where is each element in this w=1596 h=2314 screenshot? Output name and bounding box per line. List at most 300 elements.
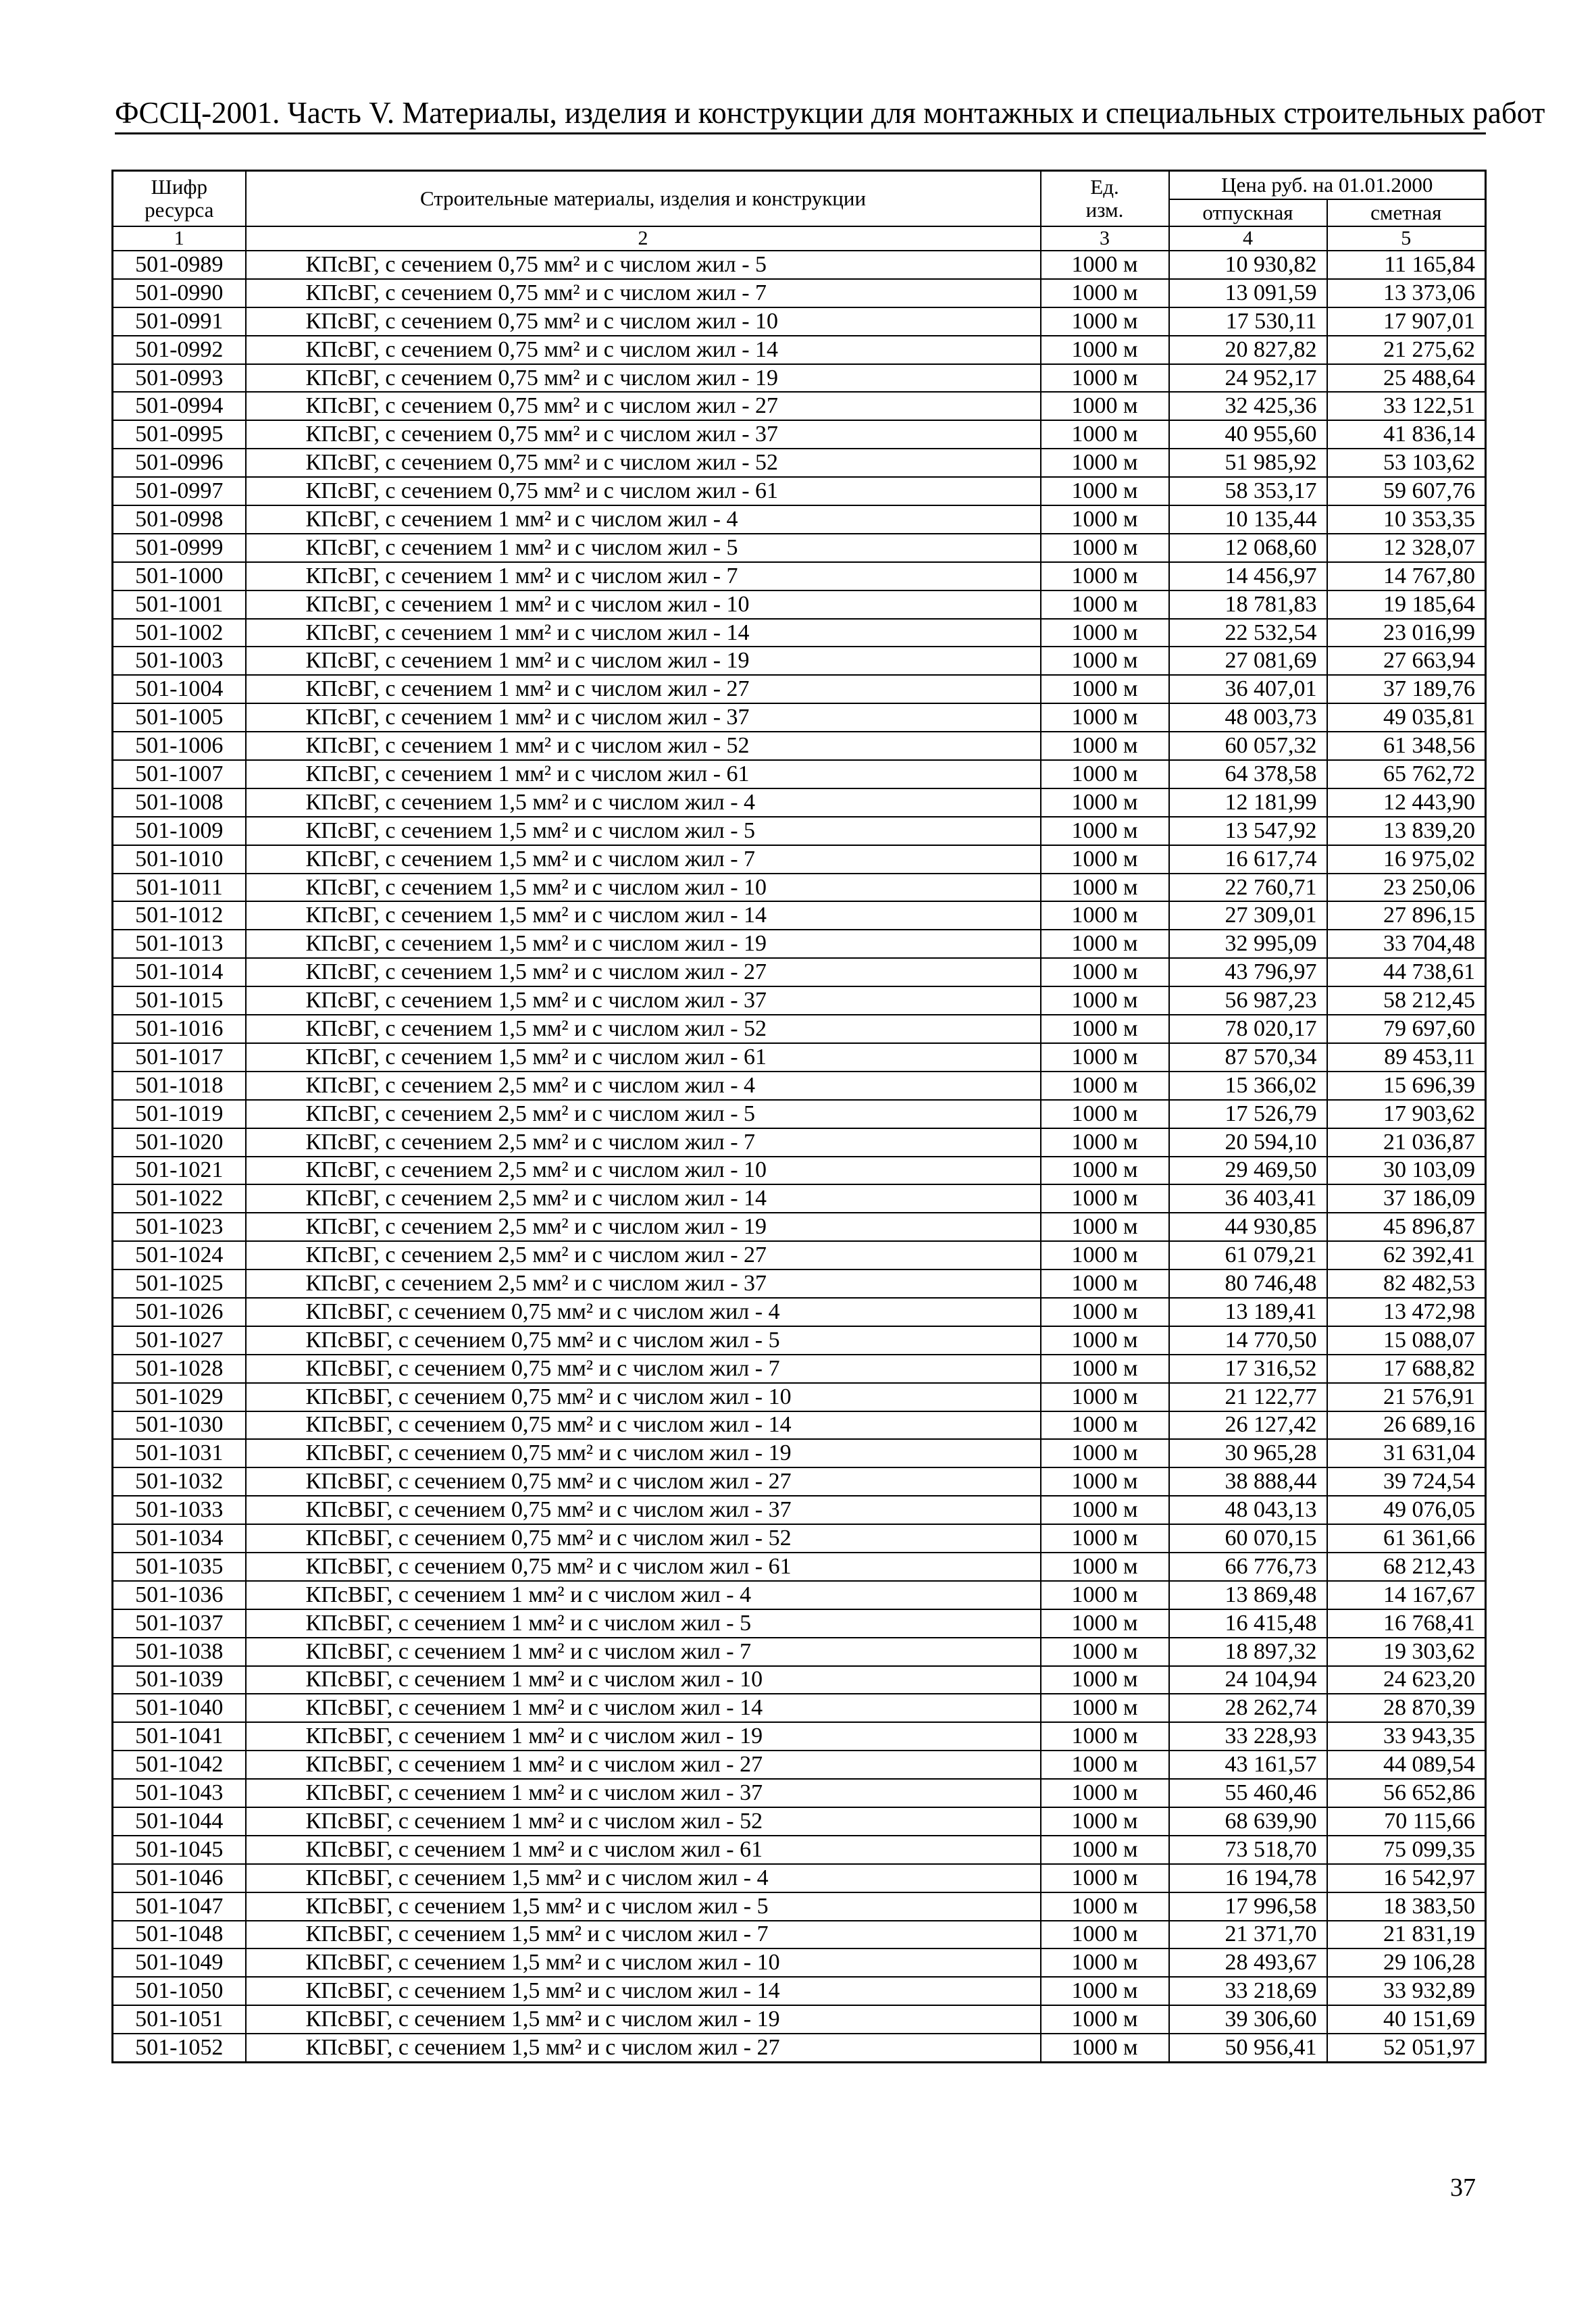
cell-unit: 1000 м: [1041, 562, 1169, 590]
table-row: [113, 477, 1486, 505]
cell-name: КПсВГ, с сечением 1 мм² и с числом жил - 37: [246, 703, 1041, 732]
table-row: [113, 336, 1486, 364]
cell-code: 501-1011: [113, 874, 246, 902]
cell-code: 501-1007: [113, 760, 246, 788]
cell-unit: 1000 м: [1041, 817, 1169, 845]
cell-unit: 1000 м: [1041, 1383, 1169, 1411]
cell-name: КПсВГ, с сечением 2,5 мм² и с числом жил - 7: [246, 1128, 1041, 1157]
column-number-1: 1: [113, 226, 246, 251]
cell-release: 80 746,48: [1169, 1269, 1327, 1298]
table-body: [113, 251, 1486, 2063]
cell-release: 43 161,57: [1169, 1751, 1327, 1779]
cell-unit: 1000 м: [1041, 874, 1169, 902]
cell-name: КПсВГ, с сечением 1,5 мм² и с числом жил - 7: [246, 845, 1041, 874]
cell-name: КПсВБГ, с сечением 1,5 мм² и с числом жил - 7: [246, 1921, 1041, 1949]
cell-code: 501-1042: [113, 1751, 246, 1779]
cell-estimate: 14 767,80: [1327, 562, 1486, 590]
cell-name: КПсВГ, с сечением 1 мм² и с числом жил - 7: [246, 562, 1041, 590]
cell-name: КПсВБГ, с сечением 1 мм² и с числом жил - 37: [246, 1779, 1041, 1807]
cell-unit: 1000 м: [1041, 647, 1169, 675]
cell-release: 20 594,10: [1169, 1128, 1327, 1157]
cell-release: 48 043,13: [1169, 1496, 1327, 1524]
cell-release: 33 218,69: [1169, 1977, 1327, 2005]
cell-unit: 1000 м: [1041, 1892, 1169, 1921]
table-row: [113, 1128, 1486, 1157]
cell-name: КПсВБГ, с сечением 1 мм² и с числом жил - 52: [246, 1807, 1041, 1836]
cell-estimate: 75 099,35: [1327, 1836, 1486, 1864]
column-header-code: [113, 171, 246, 227]
cell-code: 501-1030: [113, 1411, 246, 1440]
cell-name: КПсВГ, с сечением 2,5 мм² и с числом жил - 10: [246, 1157, 1041, 1185]
cell-name: КПсВГ, с сечением 1 мм² и с числом жил - 4: [246, 505, 1041, 534]
cell-name: КПсВБГ, с сечением 0,75 мм² и с числом жил - 10: [246, 1383, 1041, 1411]
cell-estimate: 12 443,90: [1327, 788, 1486, 817]
cell-unit: 1000 м: [1041, 1948, 1169, 1977]
cell-unit: 1000 м: [1041, 1553, 1169, 1581]
table-row: [113, 1892, 1486, 1921]
cell-code: 501-1045: [113, 1836, 246, 1864]
table-row: [113, 732, 1486, 760]
cell-unit: 1000 м: [1041, 930, 1169, 958]
cell-unit: 1000 м: [1041, 1864, 1169, 1892]
table-row: [113, 2034, 1486, 2062]
cell-name: КПсВБГ, с сечением 1,5 мм² и с числом жил - 5: [246, 1892, 1041, 1921]
cell-estimate: 44 089,54: [1327, 1751, 1486, 1779]
cell-release: 68 639,90: [1169, 1807, 1327, 1836]
cell-code: 501-1022: [113, 1184, 246, 1213]
cell-unit: 1000 м: [1041, 760, 1169, 788]
cell-release: 21 371,70: [1169, 1921, 1327, 1949]
cell-name: КПсВГ, с сечением 1,5 мм² и с числом жил - 37: [246, 986, 1041, 1015]
cell-estimate: 44 738,61: [1327, 958, 1486, 986]
cell-code: 501-0990: [113, 279, 246, 307]
cell-name: КПсВБГ, с сечением 1 мм² и с числом жил - 4: [246, 1581, 1041, 1609]
cell-unit: 1000 м: [1041, 675, 1169, 703]
cell-unit: 1000 м: [1041, 1355, 1169, 1383]
cell-estimate: 16 975,02: [1327, 845, 1486, 874]
table-row: [113, 760, 1486, 788]
table-row: [113, 1694, 1486, 1722]
cell-estimate: 15 696,39: [1327, 1072, 1486, 1100]
cell-code: 501-1039: [113, 1666, 246, 1694]
cell-name: КПсВГ, с сечением 1,5 мм² и с числом жил - 10: [246, 874, 1041, 902]
cell-code: 501-1037: [113, 1609, 246, 1638]
cell-estimate: 30 103,09: [1327, 1157, 1486, 1185]
cell-code: 501-1014: [113, 958, 246, 986]
table-row: [113, 1807, 1486, 1836]
cell-code: 501-1044: [113, 1807, 246, 1836]
cell-unit: 1000 м: [1041, 1298, 1169, 1326]
cell-code: 501-1034: [113, 1524, 246, 1553]
cell-release: 60 057,32: [1169, 732, 1327, 760]
cell-name: КПсВГ, с сечением 2,5 мм² и с числом жил - 27: [246, 1241, 1041, 1269]
cell-code: 501-1004: [113, 675, 246, 703]
cell-name: КПсВБГ, с сечением 0,75 мм² и с числом жил - 19: [246, 1439, 1041, 1467]
cell-release: 13 547,92: [1169, 817, 1327, 845]
cell-name: КПсВБГ, с сечением 1 мм² и с числом жил - 61: [246, 1836, 1041, 1864]
cell-release: 39 306,60: [1169, 2005, 1327, 2034]
cell-unit: 1000 м: [1041, 1581, 1169, 1609]
table-row: [113, 2005, 1486, 2034]
column-header-unit-line2: изм.: [1085, 198, 1124, 222]
page-header-title: ФССЦ-2001. Часть V. Материалы, изделия и конструкции для монтажных и специальных строительных работ: [115, 96, 1545, 130]
cell-release: 13 869,48: [1169, 1581, 1327, 1609]
cell-estimate: 45 896,87: [1327, 1213, 1486, 1241]
cell-estimate: 40 151,69: [1327, 2005, 1486, 2034]
table-row: [113, 1779, 1486, 1807]
cell-unit: 1000 м: [1041, 1524, 1169, 1553]
cell-code: 501-1012: [113, 901, 246, 930]
cell-estimate: 39 724,54: [1327, 1467, 1486, 1496]
cell-release: 28 262,74: [1169, 1694, 1327, 1722]
cell-code: 501-1003: [113, 647, 246, 675]
table-row: [113, 647, 1486, 675]
cell-release: 64 378,58: [1169, 760, 1327, 788]
cell-release: 29 469,50: [1169, 1157, 1327, 1185]
cell-name: КПсВБГ, с сечением 0,75 мм² и с числом жил - 52: [246, 1524, 1041, 1553]
cell-code: 501-0997: [113, 477, 246, 505]
cell-estimate: 27 663,94: [1327, 647, 1486, 675]
table-row: [113, 958, 1486, 986]
cell-name: КПсВГ, с сечением 0,75 мм² и с числом жил - 14: [246, 336, 1041, 364]
table-row: [113, 901, 1486, 930]
cell-estimate: 70 115,66: [1327, 1807, 1486, 1836]
cell-code: 501-1028: [113, 1355, 246, 1383]
cell-unit: 1000 м: [1041, 1072, 1169, 1100]
cell-unit: 1000 м: [1041, 1722, 1169, 1751]
table-row: [113, 1015, 1486, 1043]
cell-name: КПсВГ, с сечением 0,75 мм² и с числом жил - 61: [246, 477, 1041, 505]
cell-release: 17 530,11: [1169, 307, 1327, 336]
cell-release: 10 930,82: [1169, 251, 1327, 279]
cell-code: 501-0996: [113, 449, 246, 477]
cell-release: 16 617,74: [1169, 845, 1327, 874]
cell-unit: 1000 м: [1041, 1496, 1169, 1524]
table-row: [113, 930, 1486, 958]
column-number-5: 5: [1327, 226, 1486, 251]
table-row: [113, 449, 1486, 477]
cell-unit: 1000 м: [1041, 703, 1169, 732]
cell-release: 10 135,44: [1169, 505, 1327, 534]
cell-release: 32 425,36: [1169, 392, 1327, 420]
cell-estimate: 61 361,66: [1327, 1524, 1486, 1553]
cell-estimate: 53 103,62: [1327, 449, 1486, 477]
cell-unit: 1000 м: [1041, 1439, 1169, 1467]
cell-release: 78 020,17: [1169, 1015, 1327, 1043]
table-header: [113, 171, 1486, 251]
cell-release: 36 407,01: [1169, 675, 1327, 703]
cell-estimate: 59 607,76: [1327, 477, 1486, 505]
table-row: [113, 590, 1486, 619]
table-row: [113, 1751, 1486, 1779]
table-row: [113, 1213, 1486, 1241]
cell-estimate: 28 870,39: [1327, 1694, 1486, 1722]
cell-code: 501-1001: [113, 590, 246, 619]
cell-unit: 1000 м: [1041, 477, 1169, 505]
column-header-name: Строительные материалы, изделия и конструкции: [246, 171, 1041, 227]
cell-release: 60 070,15: [1169, 1524, 1327, 1553]
table-row: [113, 986, 1486, 1015]
cell-release: 50 956,41: [1169, 2034, 1327, 2062]
cell-code: 501-1047: [113, 1892, 246, 1921]
cell-release: 87 570,34: [1169, 1043, 1327, 1072]
cell-release: 33 228,93: [1169, 1722, 1327, 1751]
cell-name: КПсВГ, с сечением 1 мм² и с числом жил - 14: [246, 619, 1041, 647]
cell-name: КПсВБГ, с сечением 0,75 мм² и с числом жил - 27: [246, 1467, 1041, 1496]
cell-code: 501-1000: [113, 562, 246, 590]
table-row: [113, 1467, 1486, 1496]
cell-code: 501-1038: [113, 1638, 246, 1666]
cell-unit: 1000 м: [1041, 1015, 1169, 1043]
cell-estimate: 17 688,82: [1327, 1355, 1486, 1383]
cell-release: 16 194,78: [1169, 1864, 1327, 1892]
cell-code: 501-1041: [113, 1722, 246, 1751]
cell-unit: 1000 м: [1041, 534, 1169, 562]
table-row: [113, 1072, 1486, 1100]
cell-estimate: 41 836,14: [1327, 420, 1486, 449]
cell-unit: 1000 м: [1041, 1779, 1169, 1807]
cell-name: КПсВГ, с сечением 1,5 мм² и с числом жил - 61: [246, 1043, 1041, 1072]
cell-unit: 1000 м: [1041, 1467, 1169, 1496]
cell-code: 501-1027: [113, 1326, 246, 1355]
cell-name: КПсВГ, с сечением 1 мм² и с числом жил - 52: [246, 732, 1041, 760]
cell-release: 26 127,42: [1169, 1411, 1327, 1440]
cell-code: 501-1016: [113, 1015, 246, 1043]
cell-estimate: 25 488,64: [1327, 364, 1486, 393]
cell-code: 501-1033: [113, 1496, 246, 1524]
column-header-unit: [1041, 171, 1169, 227]
table-row: [113, 1921, 1486, 1949]
cell-name: КПсВГ, с сечением 1,5 мм² и с числом жил - 52: [246, 1015, 1041, 1043]
cell-estimate: 21 831,19: [1327, 1921, 1486, 1949]
cell-name: КПсВГ, с сечением 1 мм² и с числом жил - 61: [246, 760, 1041, 788]
cell-name: КПсВГ, с сечением 1,5 мм² и с числом жил - 5: [246, 817, 1041, 845]
cell-name: КПсВБГ, с сечением 1 мм² и с числом жил - 14: [246, 1694, 1041, 1722]
cell-release: 17 996,58: [1169, 1892, 1327, 1921]
cell-code: 501-0991: [113, 307, 246, 336]
column-header-price-release: отпускная: [1169, 199, 1327, 226]
table-row: [113, 703, 1486, 732]
cell-unit: 1000 м: [1041, 364, 1169, 393]
table-row: [113, 1411, 1486, 1440]
cell-estimate: 68 212,43: [1327, 1553, 1486, 1581]
table-row: [113, 1977, 1486, 2005]
cell-estimate: 21 275,62: [1327, 336, 1486, 364]
cell-unit: 1000 м: [1041, 251, 1169, 279]
page-number: 37: [1450, 2173, 1476, 2202]
cell-code: 501-1040: [113, 1694, 246, 1722]
cell-unit: 1000 м: [1041, 449, 1169, 477]
cell-release: 17 526,79: [1169, 1100, 1327, 1128]
cell-name: КПсВГ, с сечением 2,5 мм² и с числом жил - 5: [246, 1100, 1041, 1128]
cell-name: КПсВБГ, с сечением 1,5 мм² и с числом жил - 10: [246, 1948, 1041, 1977]
header-divider: [115, 132, 1486, 134]
cell-release: 40 955,60: [1169, 420, 1327, 449]
cell-code: 501-1023: [113, 1213, 246, 1241]
cell-name: КПсВБГ, с сечением 1 мм² и с числом жил - 27: [246, 1751, 1041, 1779]
table-row: [113, 874, 1486, 902]
cell-name: КПсВБГ, с сечением 0,75 мм² и с числом жил - 14: [246, 1411, 1041, 1440]
table-row: [113, 1722, 1486, 1751]
cell-name: КПсВБГ, с сечением 1,5 мм² и с числом жил - 4: [246, 1864, 1041, 1892]
cell-release: 13 091,59: [1169, 279, 1327, 307]
cell-code: 501-1049: [113, 1948, 246, 1977]
cell-unit: 1000 м: [1041, 1157, 1169, 1185]
cell-estimate: 49 076,05: [1327, 1496, 1486, 1524]
cell-name: КПсВГ, с сечением 1,5 мм² и с числом жил - 27: [246, 958, 1041, 986]
cell-unit: 1000 м: [1041, 901, 1169, 930]
cell-unit: 1000 м: [1041, 2034, 1169, 2062]
cell-code: 501-1048: [113, 1921, 246, 1949]
cell-unit: 1000 м: [1041, 420, 1169, 449]
cell-unit: 1000 м: [1041, 732, 1169, 760]
cell-release: 20 827,82: [1169, 336, 1327, 364]
cell-release: 24 104,94: [1169, 1666, 1327, 1694]
cell-estimate: 61 348,56: [1327, 732, 1486, 760]
cell-code: 501-1008: [113, 788, 246, 817]
cell-estimate: 10 353,35: [1327, 505, 1486, 534]
cell-code: 501-1002: [113, 619, 246, 647]
cell-name: КПсВГ, с сечением 0,75 мм² и с числом жил - 10: [246, 307, 1041, 336]
cell-estimate: 27 896,15: [1327, 901, 1486, 930]
cell-name: КПсВГ, с сечением 0,75 мм² и с числом жил - 5: [246, 251, 1041, 279]
column-header-code-line2: ресурса: [145, 198, 214, 222]
cell-release: 56 987,23: [1169, 986, 1327, 1015]
table-row: [113, 534, 1486, 562]
cell-code: 501-0995: [113, 420, 246, 449]
cell-name: КПсВГ, с сечением 0,75 мм² и с числом жил - 7: [246, 279, 1041, 307]
cell-release: 12 181,99: [1169, 788, 1327, 817]
cell-release: 38 888,44: [1169, 1467, 1327, 1496]
cell-code: 501-1035: [113, 1553, 246, 1581]
cell-release: 12 068,60: [1169, 534, 1327, 562]
cell-release: 14 456,97: [1169, 562, 1327, 590]
cell-code: 501-0998: [113, 505, 246, 534]
cell-estimate: 17 907,01: [1327, 307, 1486, 336]
table-row: [113, 1581, 1486, 1609]
cell-unit: 1000 м: [1041, 1977, 1169, 2005]
cell-unit: 1000 м: [1041, 1638, 1169, 1666]
cell-release: 24 952,17: [1169, 364, 1327, 393]
cell-estimate: 37 186,09: [1327, 1184, 1486, 1213]
cell-name: КПсВБГ, с сечением 0,75 мм² и с числом жил - 5: [246, 1326, 1041, 1355]
table-row: [113, 562, 1486, 590]
cell-estimate: 58 212,45: [1327, 986, 1486, 1015]
cell-code: 501-1032: [113, 1467, 246, 1496]
cell-unit: 1000 м: [1041, 1666, 1169, 1694]
cell-estimate: 13 373,06: [1327, 279, 1486, 307]
cell-estimate: 79 697,60: [1327, 1015, 1486, 1043]
cell-unit: 1000 м: [1041, 1213, 1169, 1241]
cell-unit: 1000 м: [1041, 505, 1169, 534]
cell-estimate: 23 250,06: [1327, 874, 1486, 902]
column-number-3: 3: [1041, 226, 1169, 251]
cell-unit: 1000 м: [1041, 590, 1169, 619]
column-number-4: 4: [1169, 226, 1327, 251]
table-row: [113, 619, 1486, 647]
cell-unit: 1000 м: [1041, 1100, 1169, 1128]
table-row: [113, 1439, 1486, 1467]
column-number-2: 2: [246, 226, 1041, 251]
cell-estimate: 16 542,97: [1327, 1864, 1486, 1892]
cell-code: 501-1021: [113, 1157, 246, 1185]
table-row: [113, 1241, 1486, 1269]
table-row: [113, 817, 1486, 845]
cell-unit: 1000 м: [1041, 336, 1169, 364]
cell-code: 501-1020: [113, 1128, 246, 1157]
cell-code: 501-1036: [113, 1581, 246, 1609]
cell-name: КПсВГ, с сечением 1 мм² и с числом жил - 27: [246, 675, 1041, 703]
cell-code: 501-0999: [113, 534, 246, 562]
cell-unit: 1000 м: [1041, 1921, 1169, 1949]
cell-release: 48 003,73: [1169, 703, 1327, 732]
cell-estimate: 33 932,89: [1327, 1977, 1486, 2005]
price-table: [111, 170, 1487, 2063]
cell-estimate: 89 453,11: [1327, 1043, 1486, 1072]
cell-estimate: 49 035,81: [1327, 703, 1486, 732]
table-row: [113, 1496, 1486, 1524]
cell-code: 501-1025: [113, 1269, 246, 1298]
cell-code: 501-0992: [113, 336, 246, 364]
cell-code: 501-1017: [113, 1043, 246, 1072]
cell-estimate: 13 839,20: [1327, 817, 1486, 845]
cell-name: КПсВГ, с сечением 1 мм² и с числом жил - 10: [246, 590, 1041, 619]
cell-code: 501-1018: [113, 1072, 246, 1100]
cell-name: КПсВГ, с сечением 2,5 мм² и с числом жил - 37: [246, 1269, 1041, 1298]
table-row: [113, 307, 1486, 336]
cell-release: 73 518,70: [1169, 1836, 1327, 1864]
cell-unit: 1000 м: [1041, 1694, 1169, 1722]
table-row: [113, 1355, 1486, 1383]
cell-estimate: 82 482,53: [1327, 1269, 1486, 1298]
cell-name: КПсВГ, с сечением 1,5 мм² и с числом жил - 4: [246, 788, 1041, 817]
cell-name: КПсВГ, с сечением 2,5 мм² и с числом жил - 14: [246, 1184, 1041, 1213]
table-row: [113, 1326, 1486, 1355]
cell-unit: 1000 м: [1041, 1128, 1169, 1157]
cell-estimate: 26 689,16: [1327, 1411, 1486, 1440]
cell-estimate: 56 652,86: [1327, 1779, 1486, 1807]
cell-estimate: 14 167,67: [1327, 1581, 1486, 1609]
cell-name: КПсВГ, с сечением 1,5 мм² и с числом жил - 19: [246, 930, 1041, 958]
cell-estimate: 21 576,91: [1327, 1383, 1486, 1411]
table-row: [113, 1100, 1486, 1128]
cell-release: 44 930,85: [1169, 1213, 1327, 1241]
table-row: [113, 1638, 1486, 1666]
column-header-price-group: Цена руб. на 01.01.2000: [1169, 171, 1486, 200]
cell-unit: 1000 м: [1041, 392, 1169, 420]
cell-name: КПсВБГ, с сечением 1,5 мм² и с числом жил - 27: [246, 2034, 1041, 2062]
cell-unit: 1000 м: [1041, 1043, 1169, 1072]
cell-estimate: 15 088,07: [1327, 1326, 1486, 1355]
cell-name: КПсВБГ, с сечением 0,75 мм² и с числом жил - 37: [246, 1496, 1041, 1524]
cell-code: 501-1019: [113, 1100, 246, 1128]
cell-name: КПсВГ, с сечением 0,75 мм² и с числом жил - 37: [246, 420, 1041, 449]
cell-estimate: 24 623,20: [1327, 1666, 1486, 1694]
cell-code: 501-1024: [113, 1241, 246, 1269]
cell-name: КПсВГ, с сечением 1 мм² и с числом жил - 5: [246, 534, 1041, 562]
cell-code: 501-1052: [113, 2034, 246, 2062]
cell-code: 501-1010: [113, 845, 246, 874]
cell-estimate: 52 051,97: [1327, 2034, 1486, 2062]
table-row: [113, 1157, 1486, 1185]
cell-name: КПсВГ, с сечением 2,5 мм² и с числом жил - 19: [246, 1213, 1041, 1241]
cell-release: 28 493,67: [1169, 1948, 1327, 1977]
cell-name: КПсВБГ, с сечением 1 мм² и с числом жил - 5: [246, 1609, 1041, 1638]
column-header-price-estimate: сметная: [1327, 199, 1486, 226]
cell-unit: 1000 м: [1041, 1807, 1169, 1836]
cell-unit: 1000 м: [1041, 1836, 1169, 1864]
cell-unit: 1000 м: [1041, 1326, 1169, 1355]
